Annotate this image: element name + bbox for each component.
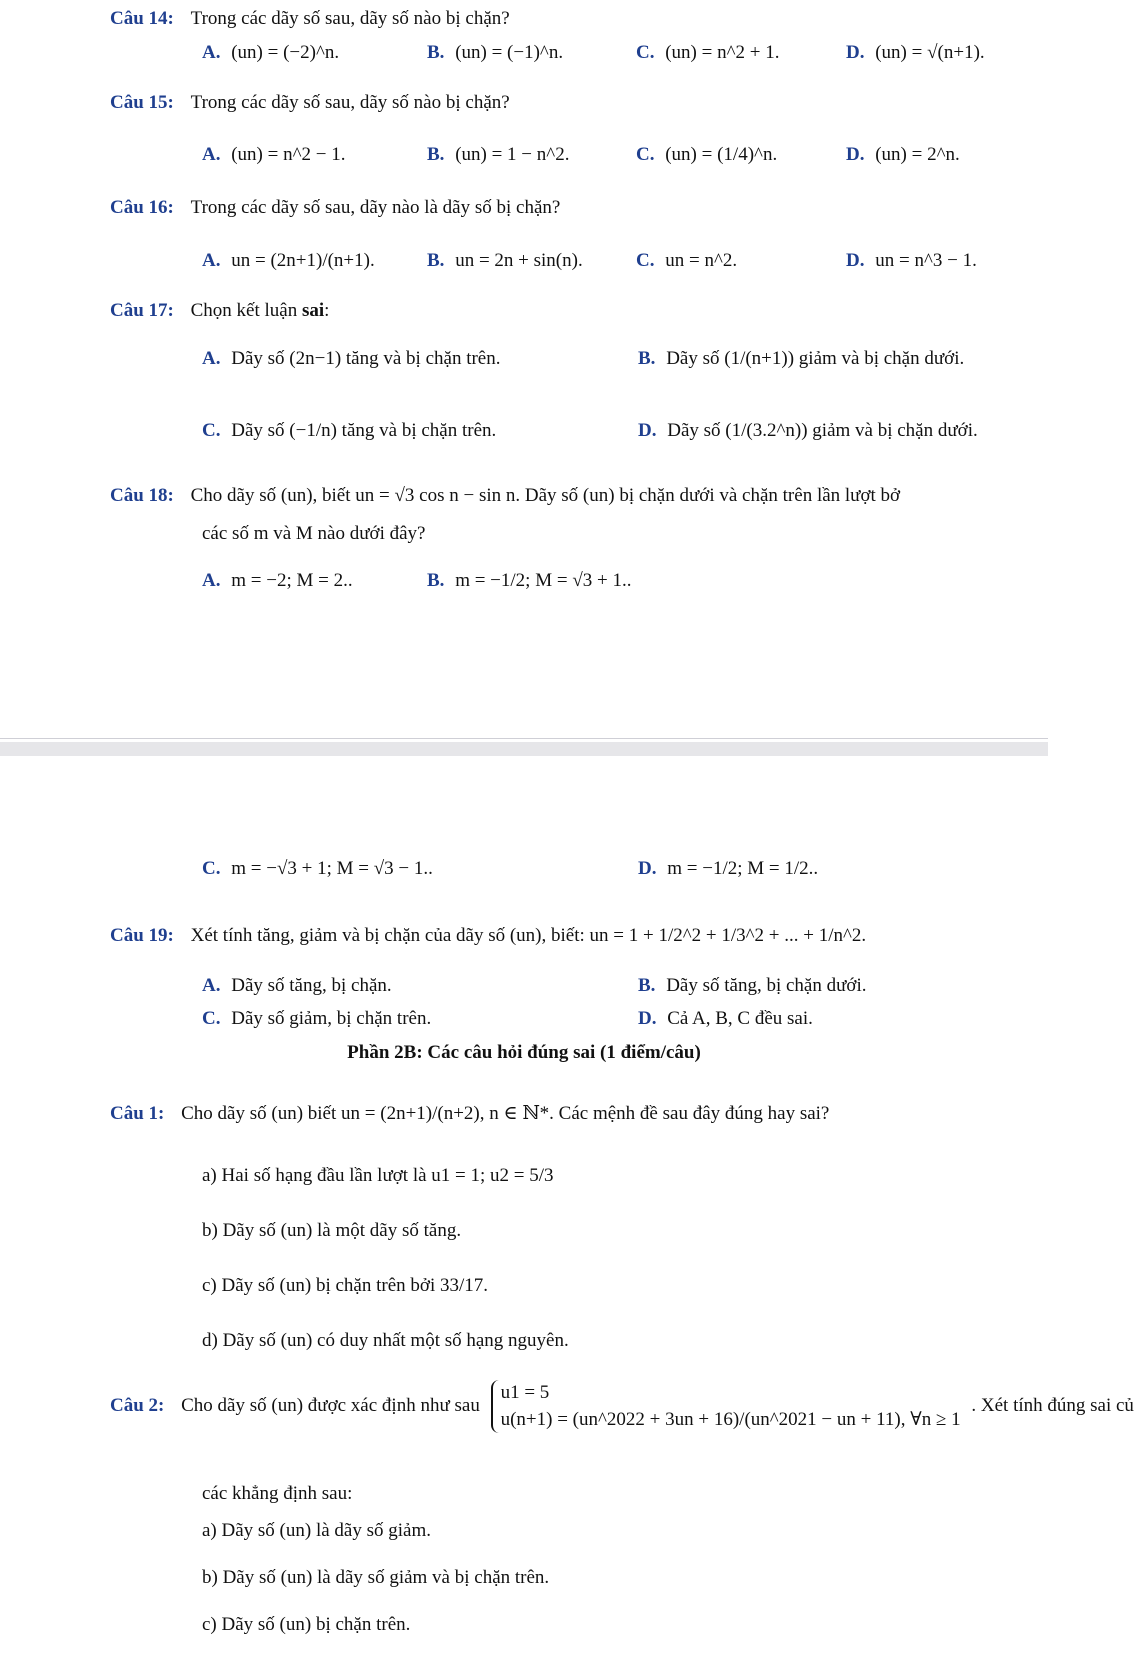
question-text-line2: các khẳng định sau: xyxy=(202,1483,353,1504)
option-d: D. (un) = 2^n. xyxy=(846,144,960,165)
option-expr: (un) = n^2 + 1. xyxy=(665,42,780,63)
option-expr: un = n^3 − 1. xyxy=(875,250,977,271)
question-number: Câu 19: xyxy=(110,925,174,946)
option-expr: m = −1/2; M = 1/2.. xyxy=(667,858,819,879)
option-expr: (un) = (1/4)^n. xyxy=(665,144,778,165)
option-b: B. un = 2n + sin(n). xyxy=(427,250,583,271)
option-expr: un = (2n+1)/(n+1). xyxy=(231,250,375,271)
option-a: A. Dãy số (2n−1) tăng và bị chặn trên. xyxy=(202,348,501,369)
option-expr: un = n^2. xyxy=(665,250,738,271)
question-text-line2: các số m và M nào dưới đây? xyxy=(202,523,426,544)
option-expr: m = −√3 + 1; M = √3 − 1.. xyxy=(231,858,433,879)
option-text: Cả A, B, C đều sai. xyxy=(667,1008,813,1029)
question-text: Cho dãy số (un) được xác định như sau xyxy=(181,1394,480,1416)
option-b: B. m = −1/2; M = √3 + 1.. xyxy=(427,570,632,591)
option-b: B. (un) = 1 − n^2. xyxy=(427,144,570,165)
option-b: B. Dãy số (1/(n+1)) giảm và bị chặn dưới. xyxy=(638,348,965,369)
question-text: Trong các dãy số sau, dãy số nào bị chặn? xyxy=(190,92,510,113)
question-number: Câu 15: xyxy=(110,92,174,113)
question-number: Câu 2: xyxy=(110,1394,165,1416)
option-expr: (un) = 2^n. xyxy=(875,144,960,165)
recurrence-system xyxy=(491,1380,961,1433)
option-text: Dãy số tăng, bị chặn. xyxy=(231,975,392,996)
option-text: Dãy số (1/(3.2^n)) giảm và bị chặn dưới. xyxy=(667,420,978,441)
option-text: Dãy số tăng, bị chặn dưới. xyxy=(666,975,867,996)
option-expr: (un) = (−2)^n. xyxy=(231,42,340,63)
option-a: A. (un) = (−2)^n. xyxy=(202,42,340,63)
option-b: B. Dãy số tăng, bị chặn dưới. xyxy=(638,975,867,996)
option-expr: m = −2; M = 2.. xyxy=(231,570,353,591)
option-text: Dãy số giảm, bị chặn trên. xyxy=(231,1008,432,1029)
option-expr: (un) = n^2 − 1. xyxy=(231,144,346,165)
question-19 xyxy=(110,925,866,947)
option-d: D. (un) = √(n+1). xyxy=(846,42,985,63)
system-line-2: u(n+1) = (un^2022 + 3un + 16)/(un^2021 − un + 11), ∀n ≥ 1 xyxy=(500,1408,961,1430)
section-heading: Phần 2B: Các câu hỏi đúng sai (1 điểm/câu) xyxy=(347,1042,701,1063)
option-c: C. Dãy số giảm, bị chặn trên. xyxy=(202,1008,432,1029)
tf-question-1 xyxy=(110,1102,829,1125)
option-d: D. m = −1/2; M = 1/2.. xyxy=(638,858,819,879)
question-14 xyxy=(110,8,510,30)
statement-c: c) Dãy số (un) bị chặn trên. xyxy=(202,1614,411,1635)
option-c: C. (un) = (1/4)^n. xyxy=(636,144,778,165)
question-number: Câu 16: xyxy=(110,197,174,218)
option-a: A. m = −2; M = 2.. xyxy=(202,570,353,591)
question-number: Câu 14: xyxy=(110,8,174,29)
question-16 xyxy=(110,197,560,219)
option-expr: (un) = (−1)^n. xyxy=(455,42,564,63)
option-c: C. m = −√3 + 1; M = √3 − 1.. xyxy=(202,858,433,879)
option-text: Dãy số (−1/n) tăng và bị chặn trên. xyxy=(231,420,497,441)
statement-b: b) Dãy số (un) là một dãy số tăng. xyxy=(202,1220,462,1241)
question-17 xyxy=(110,300,329,322)
question-text: Cho dãy số (un) biết un = (2n+1)/(n+2), n ∈ ℕ*. Các mệnh đề sau đây đúng hay sai? xyxy=(181,1103,830,1124)
question-number: Câu 17: xyxy=(110,300,174,321)
option-a: A. Dãy số tăng, bị chặn. xyxy=(202,975,392,996)
statement-a: a) Hai số hạng đầu lần lượt là u1 = 1; u2 = 5/3 xyxy=(202,1165,554,1186)
question-text: Trong các dãy số sau, dãy số nào bị chặn? xyxy=(190,8,510,29)
question-text-tail: . Xét tính đúng sai củ xyxy=(971,1394,1134,1416)
page-divider-line xyxy=(0,738,1048,739)
question-text: Trong các dãy số sau, dãy nào là dãy số bị chặn? xyxy=(190,197,561,218)
option-expr: (un) = 1 − n^2. xyxy=(455,144,570,165)
question-number: Câu 18: xyxy=(110,485,174,506)
option-b: B. (un) = (−1)^n. xyxy=(427,42,564,63)
system-line-1: u1 = 5 xyxy=(500,1382,550,1403)
option-d: D. Cả A, B, C đều sai. xyxy=(638,1008,813,1029)
statement-d: d) Dãy số (un) có duy nhất một số hạng nguyên. xyxy=(202,1330,569,1351)
option-c: C. Dãy số (−1/n) tăng và bị chặn trên. xyxy=(202,420,497,441)
statement-b: b) Dãy số (un) là dãy số giảm và bị chặn trên. xyxy=(202,1567,550,1588)
option-text: Dãy số (2n−1) tăng và bị chặn trên. xyxy=(231,348,501,369)
question-18 xyxy=(110,485,900,507)
option-expr: m = −1/2; M = √3 + 1.. xyxy=(455,570,632,591)
option-d: D. Dãy số (1/(3.2^n)) giảm và bị chặn dưới. xyxy=(638,420,978,441)
option-c: C. (un) = n^2 + 1. xyxy=(636,42,780,63)
question-text: Xét tính tăng, giảm và bị chặn của dãy số (un), biết: xyxy=(190,925,585,946)
option-a: A. (un) = n^2 − 1. xyxy=(202,144,346,165)
question-15 xyxy=(110,92,510,114)
question-number: Câu 1: xyxy=(110,1103,165,1124)
option-expr: un = 2n + sin(n). xyxy=(455,250,583,271)
statement-c: c) Dãy số (un) bị chặn trên bởi 33/17. xyxy=(202,1275,489,1296)
option-d: D. un = n^3 − 1. xyxy=(846,250,977,271)
page-break-gap xyxy=(0,742,1048,756)
statement-a: a) Dãy số (un) là dãy số giảm. xyxy=(202,1520,431,1541)
option-expr: (un) = √(n+1). xyxy=(875,42,985,63)
option-a: A. un = (2n+1)/(n+1). xyxy=(202,250,375,271)
question-text: Chọn kết luận sai: xyxy=(190,300,330,321)
question-formula: un = 1 + 1/2^2 + 1/3^2 + ... + 1/n^2. xyxy=(589,925,867,946)
question-text: Cho dãy số (un), biết un = √3 cos n − sin n. Dãy số (un) bị chặn dưới và chặn trên lần lượt bở xyxy=(190,485,901,506)
tf-question-2 xyxy=(110,1380,1134,1433)
option-text: Dãy số (1/(n+1)) giảm và bị chặn dưới. xyxy=(666,348,965,369)
option-c: C. un = n^2. xyxy=(636,250,738,271)
